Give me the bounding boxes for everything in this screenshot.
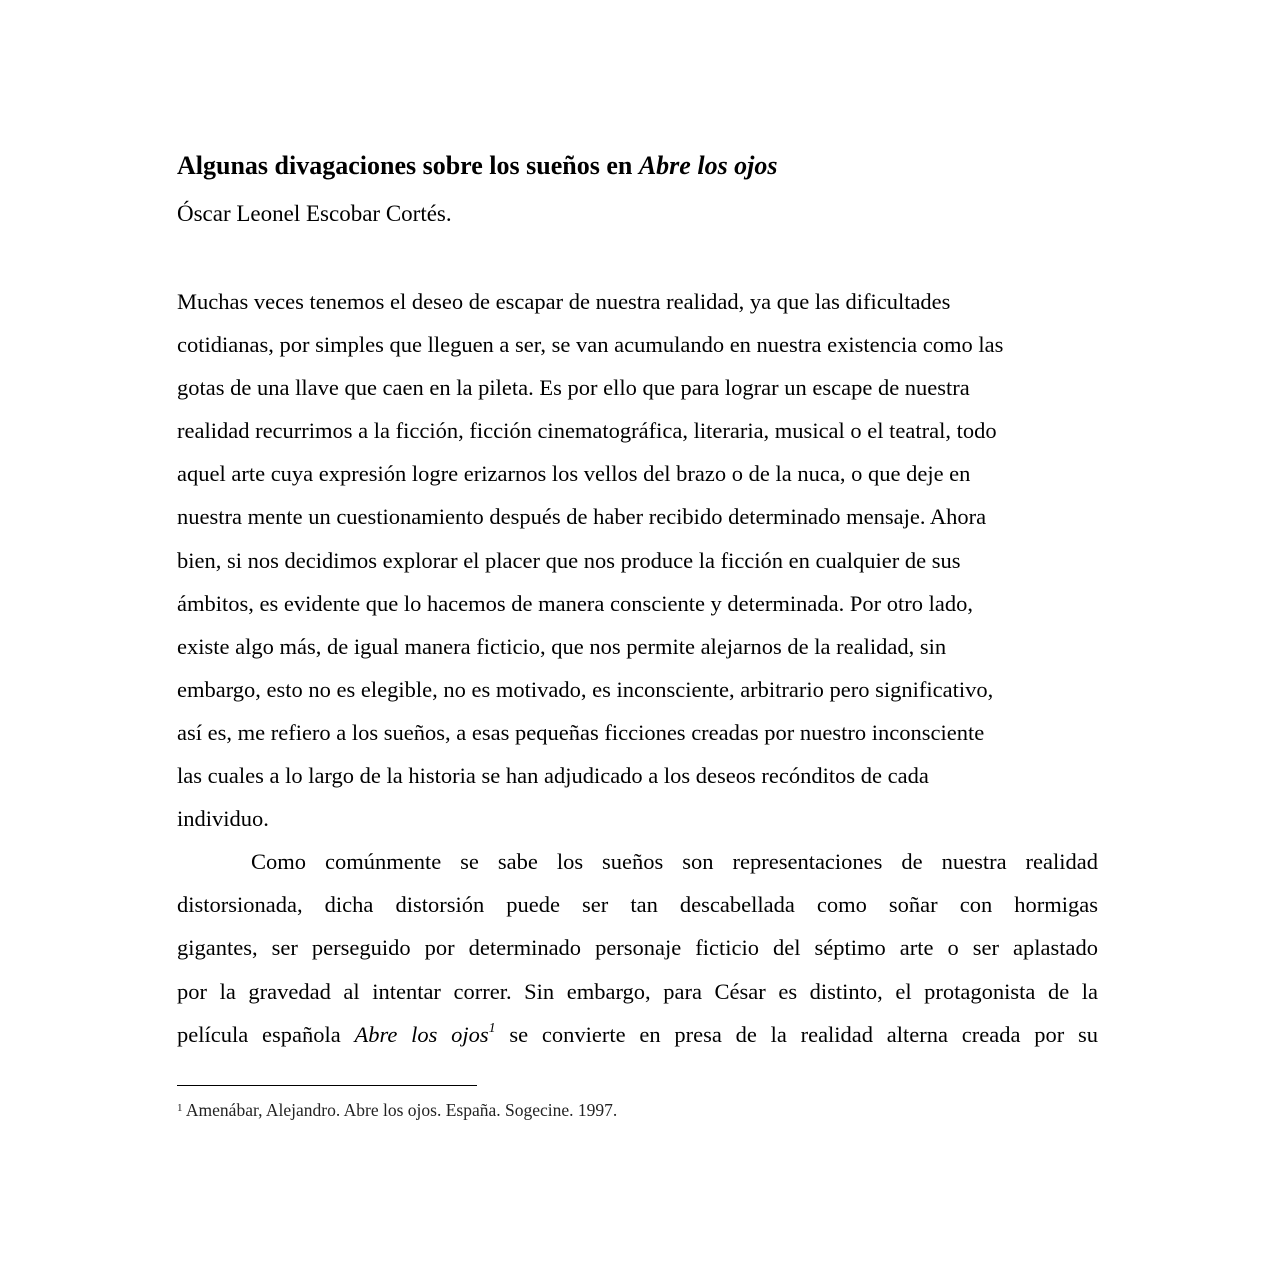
title-film-italic: Abre los ojos — [638, 151, 778, 180]
line-end-text: se convierte en presa de la realidad alterna creada por su — [495, 1021, 1098, 1047]
author-name: Óscar Leonel Escobar Cortés. — [177, 201, 452, 226]
paragraph-2-last-line — [177, 1013, 1098, 1056]
footnote-number: 1 — [177, 1102, 183, 1114]
paragraph-2-line: por la gravedad al intentar correr. Sin embargo, para César es distinto, el protagonista de la — [177, 978, 1098, 1004]
paragraph-1-line: cotidianas, por simples que lleguen a ser, se van acumulando en nuestra existencia como las — [177, 332, 1004, 358]
paragraph-1-line: así es, me refiero a los sueños, a esas pequeñas ficciones creadas por nuestro inconsciente — [177, 719, 985, 745]
film-title-italic: Abre los ojos — [354, 1021, 489, 1047]
footnote-separator — [177, 1085, 477, 1086]
paragraph-2-line: distorsionada, dicha distorsión puede ser tan descabellada como soñar con hormigas — [177, 892, 1098, 918]
paragraph-2-line: gigantes, ser perseguido por determinado personaje ficticio del séptimo arte o ser aplastado — [177, 935, 1098, 961]
line-start-text: película española — [177, 1021, 355, 1047]
title-text: Algunas divagaciones sobre los sueños en — [177, 151, 639, 180]
paragraph-1-line: gotas de una llave que caen en la pileta. Es por ello que para lograr un escape de nuestra — [177, 375, 970, 401]
footnote-reference[interactable]: 1 — [488, 1020, 496, 1036]
footnote — [177, 1098, 617, 1122]
footnote-text: Amenábar, Alejandro. Abre los ojos. España. Sogecine. 1997. — [182, 1100, 618, 1120]
paragraph-1-line: ámbitos, es evidente que lo hacemos de manera consciente y determinada. Por otro lado, — [177, 590, 973, 616]
body-text — [177, 280, 1098, 1056]
document-title — [177, 148, 778, 184]
paragraph-1-line: embargo, esto no es elegible, no es motivado, es inconsciente, arbitrario pero significativo, — [177, 676, 994, 702]
paragraph-1-line: bien, si nos decidimos explorar el placer que nos produce la ficción en cualquier de sus — [177, 547, 961, 573]
paragraph-1-line: las cuales a lo largo de la historia se han adjudicado a los deseos recónditos de cada — [177, 763, 929, 789]
paragraph-2-line: Como comúnmente se sabe los sueños son representaciones de nuestra realidad — [251, 849, 1098, 875]
paragraph-1-line: Muchas veces tenemos el deseo de escapar de nuestra realidad, ya que las dificultades — [177, 289, 951, 314]
paragraph-1-line: realidad recurrimos a la ficción, ficción cinematográfica, literaria, musical o el teatral, todo — [177, 418, 997, 444]
paragraph-1-line: individuo. — [177, 806, 269, 832]
paragraph-1-line: existe algo más, de igual manera ficticio, que nos permite alejarnos de la realidad, sin — [177, 633, 947, 659]
paragraph-1-line: aquel arte cuya expresión logre erizarnos los vellos del brazo o de la nuca, o que deje en — [177, 461, 971, 487]
paragraph-1-line: nuestra mente un cuestionamiento después de haber recibido determinado mensaje. Ahora — [177, 504, 987, 530]
